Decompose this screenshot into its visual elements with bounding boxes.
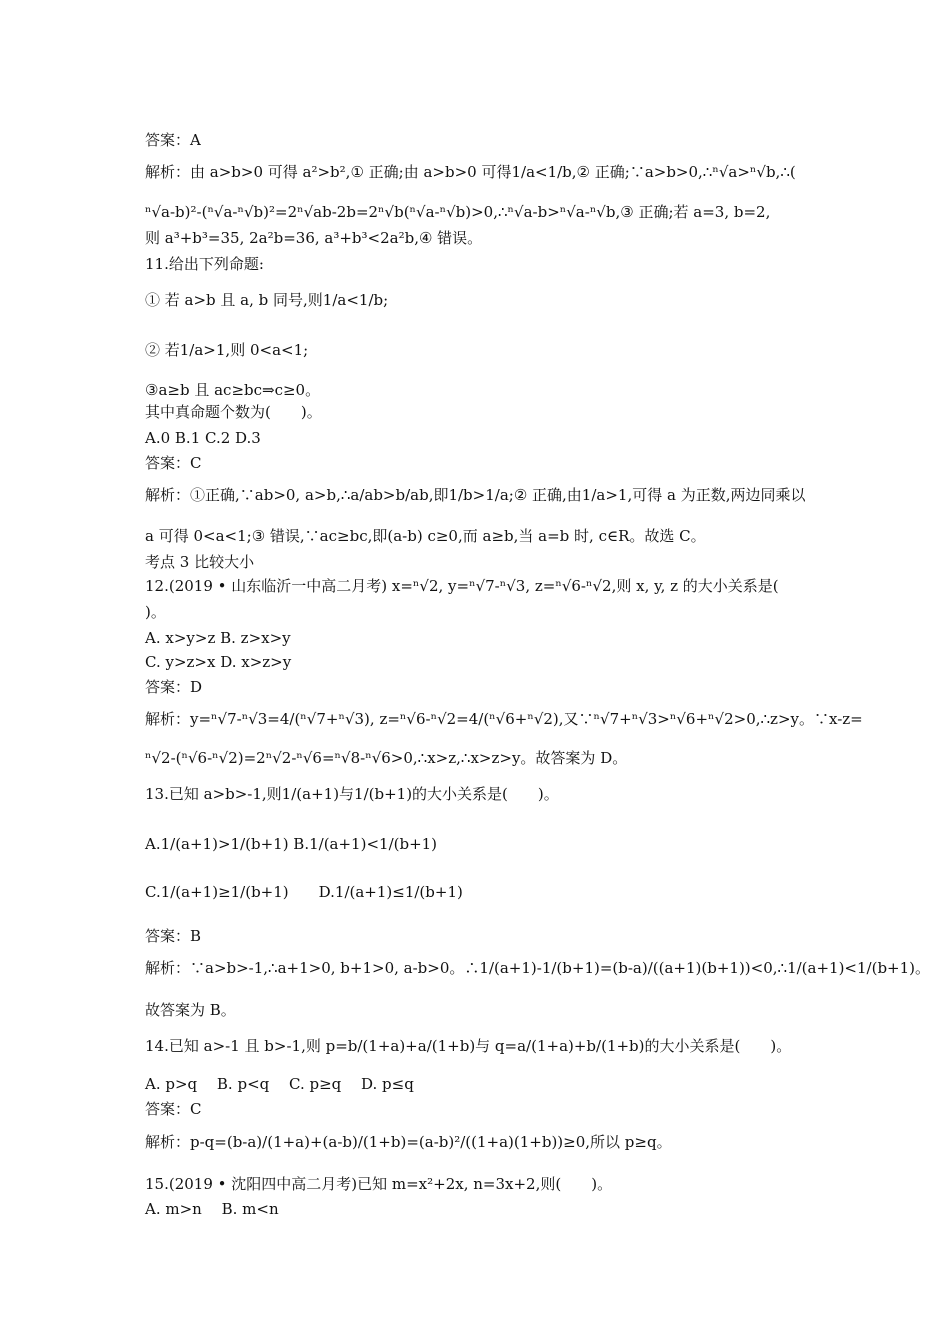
- text-line: 解析：y=ⁿ√7-ⁿ√3=4/(ⁿ√7+ⁿ√3), z=ⁿ√6-ⁿ√2=4/(ⁿ√6+ⁿ√2),又∵ⁿ√7+ⁿ√3>ⁿ√6+ⁿ√2>0,∴z>y。∵x-z=: [145, 710, 863, 728]
- text-line: 其中真命题个数为( )。: [145, 403, 322, 421]
- text-line: 则 a³+b³=35, 2a²b=36, a³+b³<2a²b,④ 错误。: [145, 229, 483, 247]
- text-line: ② 若1/a>1,则 0<a<1;: [145, 341, 309, 359]
- text-line: 解析：p-q=(b-a)/(1+a)+(a-b)/(1+b)=(a-b)²/((1+a)(1+b))≥0,所以 p≥q。: [145, 1133, 672, 1151]
- text-line: A.1/(a+1)>1/(b+1) B.1/(a+1)<1/(b+1): [145, 835, 438, 853]
- text-line: A. x>y>z B. z>x>y: [145, 629, 291, 647]
- text-line: 答案：A: [145, 131, 201, 149]
- text-line: ⁿ√a-b)²-(ⁿ√a-ⁿ√b)²=2ⁿ√ab-2b=2ⁿ√b(ⁿ√a-ⁿ√b)>0,∴ⁿ√a-b>ⁿ√a-ⁿ√b,③ 正确;若 a=3, b=2,: [145, 203, 771, 221]
- text-line: 答案：C: [145, 454, 202, 472]
- text-line: a 可得 0<a<1;③ 错误,∵ac≥bc,即(a-b) c≥0,而 a≥b,当 a=b 时, c∈R。故选 C。: [145, 527, 706, 545]
- text-line: 考点 3 比较大小: [145, 553, 255, 571]
- text-line: ③a≥b 且 ac≥bc⇒c≥0。: [145, 381, 321, 399]
- text-line: 13.已知 a>b>-1,则1/(a+1)与1/(b+1)的大小关系是( )。: [145, 785, 559, 803]
- text-line: C. y>z>x D. x>z>y: [145, 653, 292, 671]
- text-line: 14.已知 a>-1 且 b>-1,则 p=b/(1+a)+a/(1+b)与 q=a/(1+a)+b/(1+b)的大小关系是( )。: [145, 1037, 792, 1055]
- text-line: ⁿ√2-(ⁿ√6-ⁿ√2)=2ⁿ√2-ⁿ√6=ⁿ√8-ⁿ√6>0,∴x>z,∴x>z>y。故答案为 D。: [145, 749, 628, 767]
- text-line: ① 若 a>b 且 a, b 同号,则1/a<1/b;: [145, 291, 389, 309]
- text-line: 12.(2019 • 山东临沂一中高二月考) x=ⁿ√2, y=ⁿ√7-ⁿ√3, z=ⁿ√6-ⁿ√2,则 x, y, z 的大小关系是(: [145, 577, 779, 595]
- text-line: A.0 B.1 C.2 D.3: [145, 429, 261, 447]
- text-line: 解析：∵a>b>-1,∴a+1>0, b+1>0, a-b>0。∴1/(a+1)-1/(b+1)=(b-a)/((a+1)(b+1))<0,∴1/(a+1)<1/(b+1)。: [145, 959, 931, 977]
- text-line: A. p>q B. p<q C. p≥q D. p≤q: [145, 1075, 414, 1093]
- text-line: )。: [145, 603, 166, 621]
- text-line: 11.给出下列命题:: [145, 255, 264, 273]
- text-line: A. m>n B. m<n: [145, 1200, 279, 1218]
- text-line: 解析：由 a>b>0 可得 a²>b²,① 正确;由 a>b>0 可得1/a<1/b,② 正确;∵a>b>0,∴ⁿ√a>ⁿ√b,∴(: [145, 163, 796, 181]
- text-line: 答案：B: [145, 927, 202, 945]
- text-line: 解析：①正确,∵ab>0, a>b,∴a/ab>b/ab,即1/b>1/a;② 正确,由1/a>1,可得 a 为正数,两边同乘以: [145, 486, 806, 504]
- text-line: 15.(2019 • 沈阳四中高二月考)已知 m=x²+2x, n=3x+2,则( )。: [145, 1175, 613, 1193]
- text-line: 答案：D: [145, 678, 203, 696]
- text-line: 故答案为 B。: [145, 1001, 236, 1019]
- text-line: C.1/(a+1)≥1/(b+1) D.1/(a+1)≤1/(b+1): [145, 883, 463, 901]
- text-line: 答案：C: [145, 1100, 202, 1118]
